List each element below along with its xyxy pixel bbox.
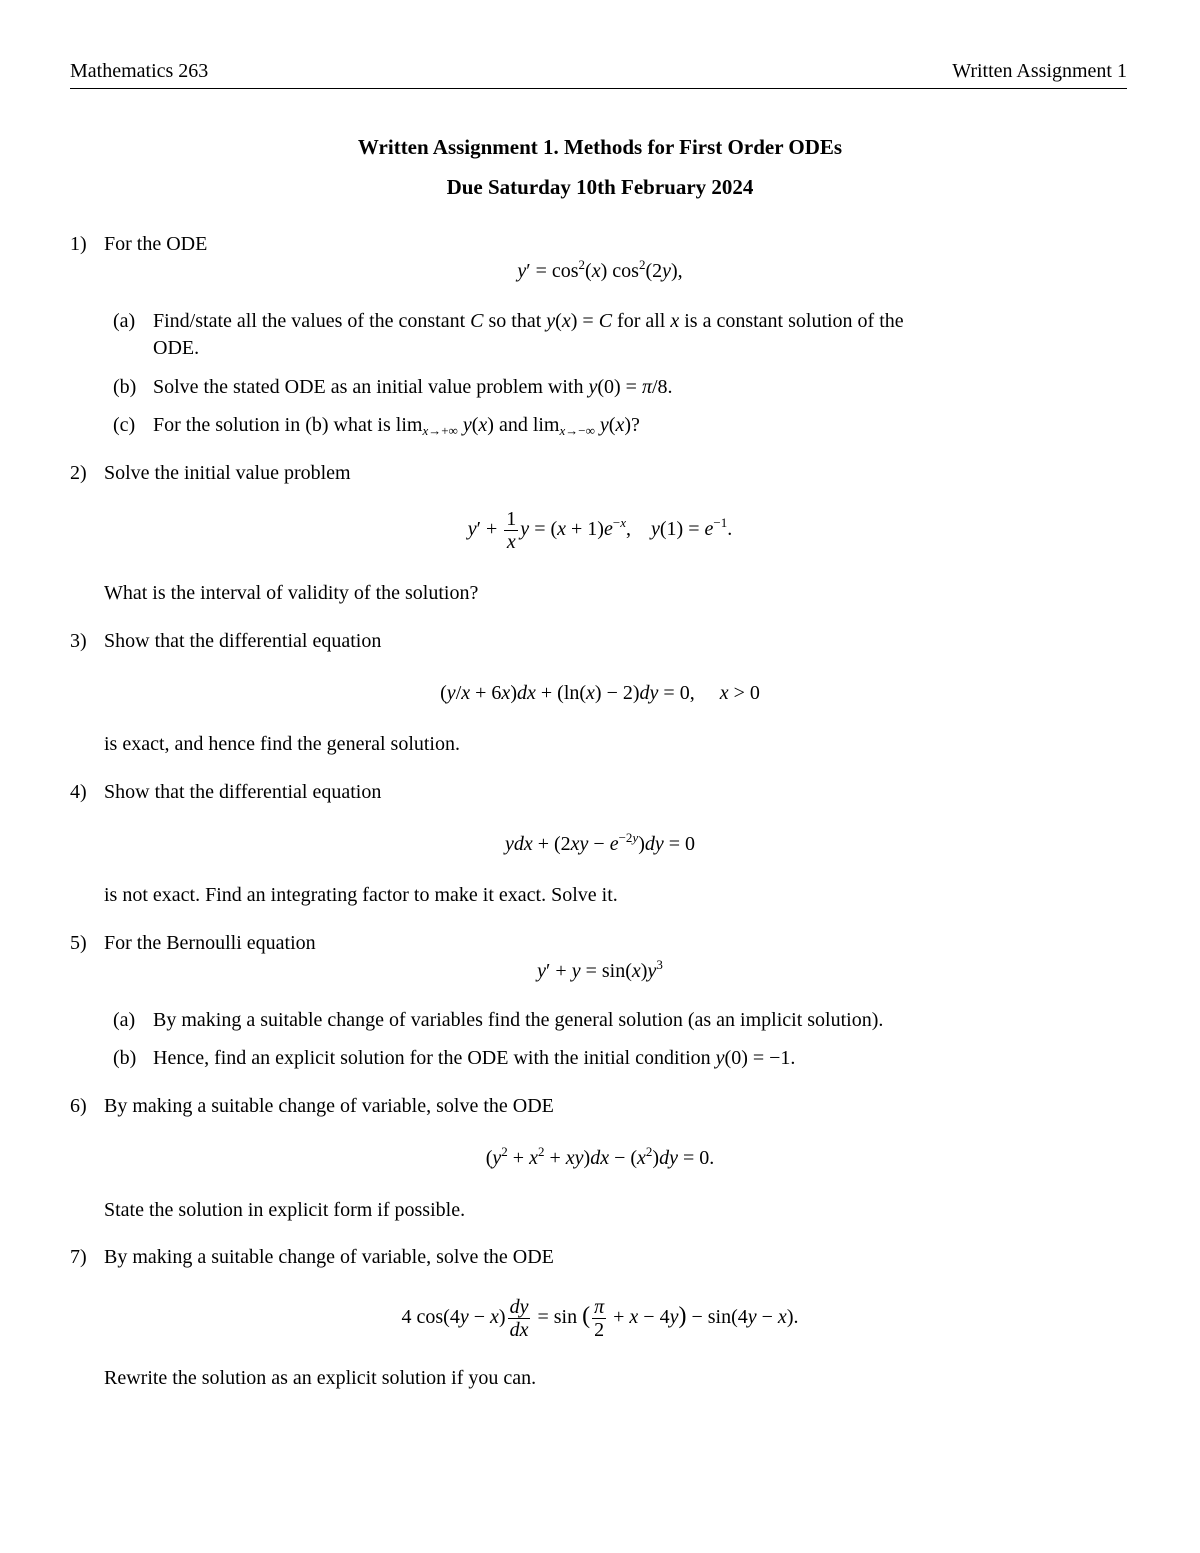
q4-number: 4) <box>70 781 87 803</box>
q5-number: 5) <box>70 932 87 954</box>
assignment-title: Written Assignment 1. Methods for First Order ODEs <box>357 135 843 159</box>
q3-equation: (y/x + 6x)dx + (ln(x) − 2)dy = 0, x > 0 <box>440 682 760 704</box>
q1a-text-cont: ODE. <box>153 337 200 359</box>
q7-after: Rewrite the solution as an explicit solution if you can. <box>104 1367 537 1389</box>
header-course: Mathematics 263 <box>70 60 209 82</box>
q1b-label: (b) <box>113 376 137 398</box>
q7-number: 7) <box>70 1246 87 1268</box>
q5b-text: Hence, find an explicit solution for the ODE with the initial condition y(0) = −1. <box>153 1047 796 1069</box>
due-date: Due Saturday 10th February 2024 <box>446 175 754 199</box>
q3-after: is exact, and hence find the general solution. <box>104 733 460 755</box>
q2-after: What is the interval of validity of the solution? <box>104 582 479 604</box>
q1c-text: For the solution in (b) what is $\lim_{x\to+\infty} y(x)$ and $\lim_{x\to-\infty} y(x)$? <box>153 414 640 438</box>
q7-text: By making a suitable change of variable, solve the ODE <box>104 1246 554 1268</box>
q4-after: is not exact. Find an integrating factor to make it exact. Solve it. <box>104 884 618 906</box>
q5-equation: $y' + y = \sin(x)y^3$ <box>537 957 663 982</box>
page-header <box>70 60 1127 89</box>
q4-text: Show that the differential equation <box>104 781 382 803</box>
q4-equation: ydx + $(2xy - e^{-2y})dy = 0$ <box>504 830 696 855</box>
q3-text: Show that the differential equation <box>104 630 382 652</box>
q2-text: Solve the initial value problem <box>104 462 351 484</box>
q1a-label: (a) <box>113 310 136 332</box>
q6-after: State the solution in explicit form if possible. <box>104 1199 466 1221</box>
q6-number: 6) <box>70 1095 87 1117</box>
q6-text: By making a suitable change of variable, solve the ODE <box>104 1095 554 1117</box>
q1c-label: (c) <box>113 414 136 436</box>
q3-number: 3) <box>70 630 87 652</box>
q1a-text: Find/state all the values of the constant C so that y(x) = C for all x is a constant solution of the <box>153 310 904 332</box>
q5a-text: By making a suitable change of variables find the general solution (as an implicit solution). <box>153 1009 884 1031</box>
q5b-label: (b) <box>113 1047 137 1069</box>
q1-text: For the ODE <box>104 233 208 255</box>
q2-number: 2) <box>70 462 87 484</box>
q2-equation: y′ + $\frac{1}{x}$ $y = (x + 1)e^{-x}$, $y(1) = e^{-1}$. <box>467 508 733 553</box>
q7-equation: 4 cos(4y − x) $\frac{dy}{dx}$ = sin ( $\frac{\pi}{2}$ + x − 4y) − sin(4y − x). <box>401 1296 799 1341</box>
q1b-text: Solve the stated ODE as an initial value problem with y(0) = π/8. <box>153 376 673 398</box>
q1-number: 1) <box>70 233 87 255</box>
header-assignment: Written Assignment 1 <box>952 60 1127 82</box>
q6-equation: $(y^2 + x^2 + xy)dx - (x^2)dy = 0$. <box>485 1144 715 1169</box>
q5-text: For the Bernoulli equation <box>104 932 316 954</box>
q1-equation: $y' = \cos^2(x)$ $\cos^2(2y)$, <box>517 257 683 282</box>
q5a-label: (a) <box>113 1009 136 1031</box>
